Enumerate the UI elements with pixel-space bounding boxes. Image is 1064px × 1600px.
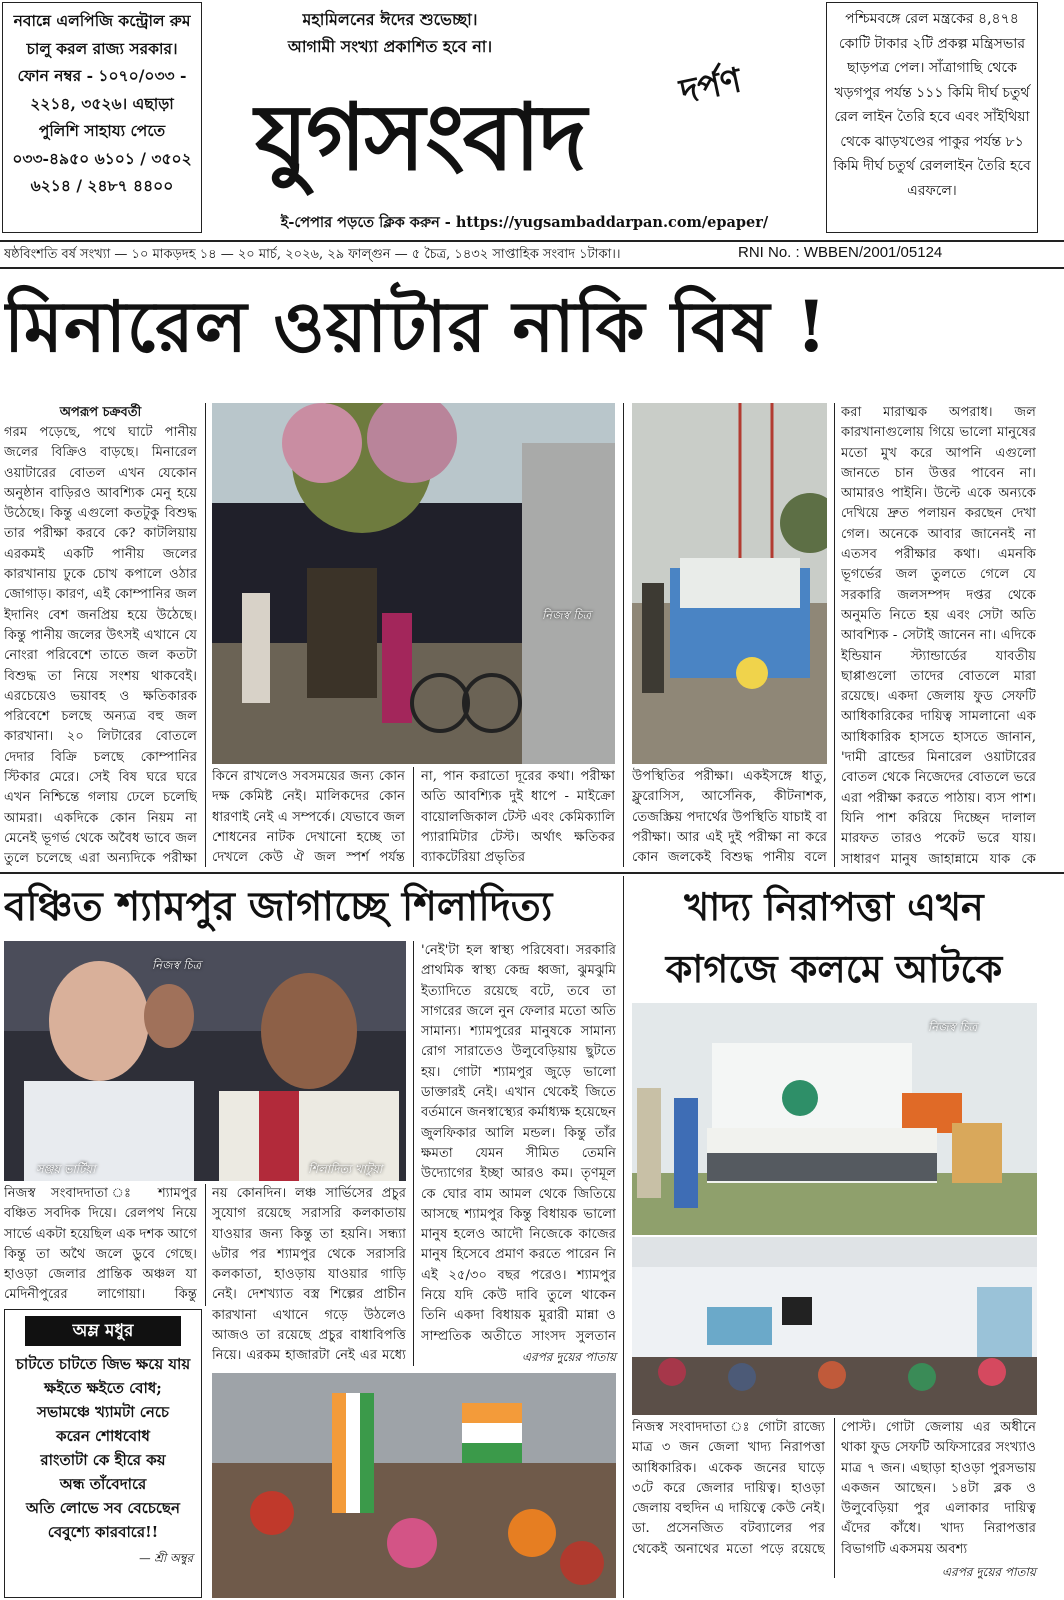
logo-main-text: যুগসংবাদ (255, 83, 585, 191)
food-safety-headline (632, 876, 1036, 1000)
lead-divider-3 (623, 403, 624, 867)
logo-small-text: দর্পণ (676, 60, 745, 113)
poem-line: অতি লোভে সব বেচেছেন (26, 1499, 180, 1517)
water-truck-photo (632, 403, 827, 764)
shyampur-leaders-photo (4, 941, 406, 1181)
poem-box (4, 1309, 202, 1598)
lpg-notice-text: নবান্নে এলপিজি কন্ট্রোল রুম চালু করল রাজ্য সরকার। ফোন নম্বর - ১০৭০/০৩৩ - ২২১৪, ৩৫২৬। এছাড়া পুলিশি সাহায্য পেতে ০৩৩-৪৯৫০ ৬১০১ / ৩৫০২ ৬২১৪ / ২৪৮৭ ৪৪০০ (12, 11, 192, 195)
food-photo-caption: নিজস্ব চিত্র (928, 1020, 978, 1034)
section-rule (0, 872, 1064, 874)
shyampur-column-3 (421, 941, 616, 1369)
lead-divider-2 (413, 767, 414, 867)
lead-divider-1 (205, 403, 206, 867)
dateline-rule-top (0, 240, 1064, 242)
lead-column-4: উপস্থিতির পরীক্ষা। একইসঙ্গে ধাতু, ফ্লুরোসিস, আর্সেনিক, কীটনাশক, তেজস্ক্রিয় পদার্থের উপস্থিতি যাচাই বা পরীক্ষা। আর এই দুই পরীক্ষা না করে কোন জলকেই বিশুদ্ধ পানীয় বলে (632, 769, 827, 866)
poem-line: চাটতে চাটতে জিভ ক্ষয়ে যায় (15, 1355, 191, 1373)
water-photo-caption: নিজস্ব চিত্র (542, 608, 592, 622)
office-meeting-photo (632, 1237, 1037, 1415)
shyampur-column-1: নিজস্ব সংবাদদাতা ঃ শ্যামপুর বঞ্চিত সবদিক দিয়ে। রেলপথ নিয়ে সার্ভে একটা হয়েছিল এক দশক আগে কিন্তু তা অথৈ জলে ডুবে গেছে। হাওড়া জেলার প্রান্তিক অঞ্চল যা মেদিনীপুরের লাগোয়া। কিন্তু (4, 1186, 197, 1303)
rally-scene (212, 1373, 616, 1598)
dateline (4, 245, 744, 266)
leaders-scene (4, 941, 406, 1181)
poem-line: রাংতাটা কে হীরে কয় (40, 1451, 166, 1469)
eid-greeting-line: মহামিলনের ঈদের শুভেচ্ছা। (302, 10, 478, 29)
caption-shiladitya-khatua: শিলাদিত্য খাটুয়া (308, 1162, 383, 1176)
water-factory-photo (212, 403, 615, 764)
newspaper-logo (255, 60, 815, 210)
water-truck-scene (632, 403, 827, 764)
epaper-link-text: ই-পেপার পড়তে ক্লিক করুন - https://yugsambaddarpan.com/epaper/ (280, 214, 769, 231)
food-column-1: নিজস্ব সংবাদদাতা ঃ গোটা রাজ্যে মাত্র ৩ জন জেলা খাদ্য নিরাপত্তা আধিকারিক। একেক জনের ঘাড়ে ৩টে করে জেলার দায়িত্ব। হাওড়া জেলায় বহুদিন এ দায়িত্বে কেউ নেই। ডা. প্রসেনজিত বটব্যালের পর থেকেই অনাথের মতো পড়ে রয়েছে (632, 1420, 825, 1557)
shyampur-photo-caption: নিজস্ব চিত্র (152, 958, 202, 972)
lead-column-3: না, পান করাতো দূরের কথা। পরীক্ষা অতি আবশ্যিক দুই ধাপে - মাইক্রো বায়োলজিকাল টেস্ট এবং কেমিক্যালি প্যারামিটার টেস্ট। অর্থাৎ ক্ষতিকর ব্যাকটেরিয়া প্রভৃতির (421, 769, 615, 866)
poem-line: বেবুশ্যে কারবারে!! (47, 1523, 159, 1541)
school-children-photo (632, 1003, 1037, 1235)
lead-headline: মিনারেল ওয়াটার নাকি বিষ ! (4, 285, 828, 368)
poem-line: অন্ধ তাঁবেদারে (59, 1475, 147, 1493)
protest-rally-photo (212, 1373, 616, 1598)
food-safety-headline-line1: খাদ্য নিরাপত্তা এখন (684, 884, 984, 929)
food-column-2 (841, 1418, 1036, 1584)
meeting-scene (632, 1237, 1037, 1415)
next-issue-notice: আগামী সংখ্যা প্রকাশিত হবে না। (287, 37, 493, 56)
shyampur-headline: বঞ্চিত শ্যামপুর জাগাচ্ছে শিলাদিত্য (4, 883, 553, 930)
lead-col1-text: গরম পড়েছে, পথে ঘাটে পানীয় জলের বিক্রিও বাড়ছে। মিনারেল ওয়াটারের বোতল এখন যেকোন অনুষ্ঠান বাড়িরও আবশ্যিক মেনু হয়ে উঠেছে। কিন্তু এগুলো কতটুকু বিশুদ্ধ তার পরীক্ষা করবে কে? কাটলিয়ায় এরকমই একটি পানীয় জলের কারখানায় ঢুকে চোখ কপালে ওঠার জোগাড়। কারণ, এই কোম্পানির জল ইদানিং বেশ জনপ্রিয় হয়ে উঠেছে। কিন্তু পানীয় জলের উৎসই এখানে যে নোংরা পরিবেশে তাতে জল কতটা বিশুদ্ধ তা নিয়ে সংশয় থাকবেই। এরচেয়েও ভয়াবহ ও ক্ষতিকারক পরিবেশে চলছে অন্যত্র বহু জল কারখানা। ২০ লিটারের বোতলে দেদার বিক্রি চলছে কোম্পানির স্টিকার মেরে। সেই বিষ ঘরে ঘরে এখন নিশ্চিন্তে গলায় ঢেলে চলেছি আমরা। একদিকে কোন নিয়ম না মেনেই ভূগর্ভ থেকে অবৈধ ভাবে জল তুলে চলেছে এরা অন্যদিকে পরীক্ষা (4, 425, 197, 866)
eid-greeting (215, 6, 565, 60)
food-safety-headline-line2: কাগজে কলমে আটকে (665, 946, 1003, 991)
food-col2-text: পোস্ট। গোটা জেলায় এর অধীনে থাকা ফুড সেফটি অফিসারের সংখ্যাও মাত্র ৭ জন। এছাড়া হাওড়া পুরসভায় একজন আছেন। ১৪টা ব্লক ও উলুবেড়িয়া পুর এলাকার দায়িত্ব এঁদের কাঁধে। খাদ্য নিরাপত্তার বিভাগটি একসময় অবশ্য (841, 1420, 1036, 1557)
shyampur-col3-text: 'নেই'টা হল স্বাস্থ্য পরিষেবা। সরকারি প্রাথমিক স্বাস্থ্য কেন্দ্র ধ্বজা, ঝুমঝুমি ইত্যাদিতে রয়েছে বটে, তবে তা সাগরের জলে নুন ফেলার মতো অতি সামান্য। শ্যামপুরের মানুষকে সামান্য রোগ সারাতেও উলুবেড়িয়ায় ছুটতে হয়। গোটা শ্যামপুর জুড়ে ভালো ডাক্তারই নেই। এখান থেকেই জিতে বর্তমানে জনস্বাস্থ্যের কর্মাধ্যক্ষ হয়েছেন জুলফিকার আলি মন্ডল। কিন্তু তাঁর ক্ষমতা যেমন সীমিত তেমনি উদ্যোগের ইচ্ছা আরও কম। তৃণমূল কে ঘোর বাম আমল থেকে জিতিয়ে আসছে শ্যামপুর কিন্তু বিধায়ক ভালো মানুষ হলেও আদৌ নিজেকে কাজের মানুষ হিসেবে প্রমাণ করতে পারেন নি এই ২৫/৩০ বছর পরেও। শ্যামপুর নিয়ে যদি কেউ দাবি তুলে থাকেন তিনি একদা বিধায়ক মুরারী মান্না ও সাম্প্রতিক অতীতে সাংসদ সুলতান (421, 943, 616, 1344)
shyampur-column-2: নয় কোনদিন। লঞ্চ সার্ভিসের প্রচুর সুযোগ রয়েছে সরাসরি কলকাতায় যাওয়ার জন্য কিন্তু তা হয়নি। সন্ধ্যা ৬টার পর শ্যামপুর থেকে সরাসরি কলকাতা, হাওড়ায় যাওয়ার গাড়ি নেই। দেশখ্যাত বস্ত্র শিল্পের প্রাচীন কারখানা এখানে গড়ে উঠলেও আজও তা রয়েছে প্রচুর বাধাবিপত্তি নিয়ে। এরকম হাজারটা নেই এর মধ্যে (212, 1186, 406, 1364)
poem-line: করেন শোধবোধ (56, 1427, 150, 1445)
lpg-notice-box (2, 2, 202, 233)
story-divider (623, 876, 624, 1598)
epaper-link[interactable] (232, 212, 817, 236)
lead-divider-4 (834, 403, 835, 867)
lead-byline: অপরূপ চক্রবর্তী (59, 405, 142, 420)
poem-lines (13, 1352, 193, 1544)
poem-line: সভামঞ্চে খ্যামটা নেচে (37, 1403, 169, 1421)
food-continued: এরপর দুয়ের পাতায় (941, 1565, 1036, 1579)
poem-author: — শ্রী অম্বুর (139, 1551, 193, 1565)
caption-sanjay-bhartia: সঞ্জয় ভার্টিয়া (36, 1162, 96, 1176)
lead-column-1 (4, 403, 197, 866)
issue-info: ষষ্ঠবিংশতি বর্ষ সংখ্যা — ১০ মাকড়দহ ১৪ — ২০ মার্চ, ২০২৬, ২৯ ফাল্গুন — ৫ চৈত্র, ১৪৩২ সাপ্তাহিক সংবাদ ১টাকা।। (4, 247, 621, 262)
rail-project-box (826, 2, 1038, 233)
poem-line: ক্ষইতে ক্ষইতে বোধ; (44, 1379, 162, 1397)
lead-column-2: কিনে রাখলেও সবসময়ের জন্য কোন দক্ষ কেমিষ্ট নেই। মালিকদের কোন ধারণাই নেই এ সম্পর্কে। যেভাবে জল শোধনের নাটক দেখানো হচ্ছে তা দেখলে কেউ ঐ জল স্পর্শ পর্যন্ত (212, 769, 405, 866)
rail-project-text: পশ্চিমবঙ্গে রেল মন্ত্রকের ৪,৪৭৪ কোটি টাকার ২টি প্রকল্প মন্ত্রিসভার ছাড়পত্র পেল। সাঁত্রাগাছি থেকে খড়গপুর পর্যন্ত ১১১ কিমি দীর্ঘ চতুর্থ রেল লাইন তৈরি হবে এবং সাঁইথিয়া থেকে ঝাড়খণ্ডের পাকুর পর্যন্ত ৮১ কিমি দীর্ঘ চতুর্থ রেললাইন তৈরি হবে এরফলে। (833, 11, 1031, 199)
rni-number (738, 244, 942, 261)
shyampur-divider-1 (205, 1184, 206, 1306)
rni-number-text: RNI No. : WBBEN/2001/05124 (738, 244, 943, 261)
shyampur-continued: এরপর দুয়ের পাতায় (521, 1350, 616, 1364)
food-divider (834, 1418, 835, 1578)
water-factory-scene (212, 403, 615, 764)
lead-column-5: করা মারাত্মক অপরাধ। জল কারখানাগুলোয় গিয়ে ভালো মানুষের মতো মুখ করে আপনি এগুলো জানতে চান উত্তর পাবেন না। আমারও পাইনি। উল্টে একে অন্যকে দেখিয়ে দ্রুত পলায়ন করছেন দেখা গেল। অনেকে আবার জানেনই না এতসব পরীক্ষার কথা। এমনকি ভূগর্ভের জল তুলতে গেলে যে সরকারি জলসম্পদ দপ্তর থেকে অনুমতি নিতে হয় এবং সেটা অতি আবশ্যিক - সেটাই জানেন না। এদিকে ইন্ডিয়ান স্ট্যান্ডার্ডের যাবতীয় ছাপ্পাগুলো তাদের বোতলে মারা রয়েছে। একদা জেলায় ফুড সেফটি আধিকারিকের দায়িত্ব সামলানো এক আধিকারিক হাসতে হাসতে জানান, 'দামী ব্রান্ডের মিনারেল ওয়াটারের বোতল থেকে নিজেদের বোতলে ভরে এরা পরীক্ষা করতে পাঠায়। ব্যস পাশ। যিনি পাশ করিয়ে দিচ্ছেন দালাল মারফত তারও পকেট ভরে যায়। সাধারণ মানুষ জাহান্নামে যাক কে (841, 405, 1036, 867)
shyampur-divider-2 (413, 941, 414, 1366)
poem-title: অম্ল মধুর (25, 1316, 181, 1346)
